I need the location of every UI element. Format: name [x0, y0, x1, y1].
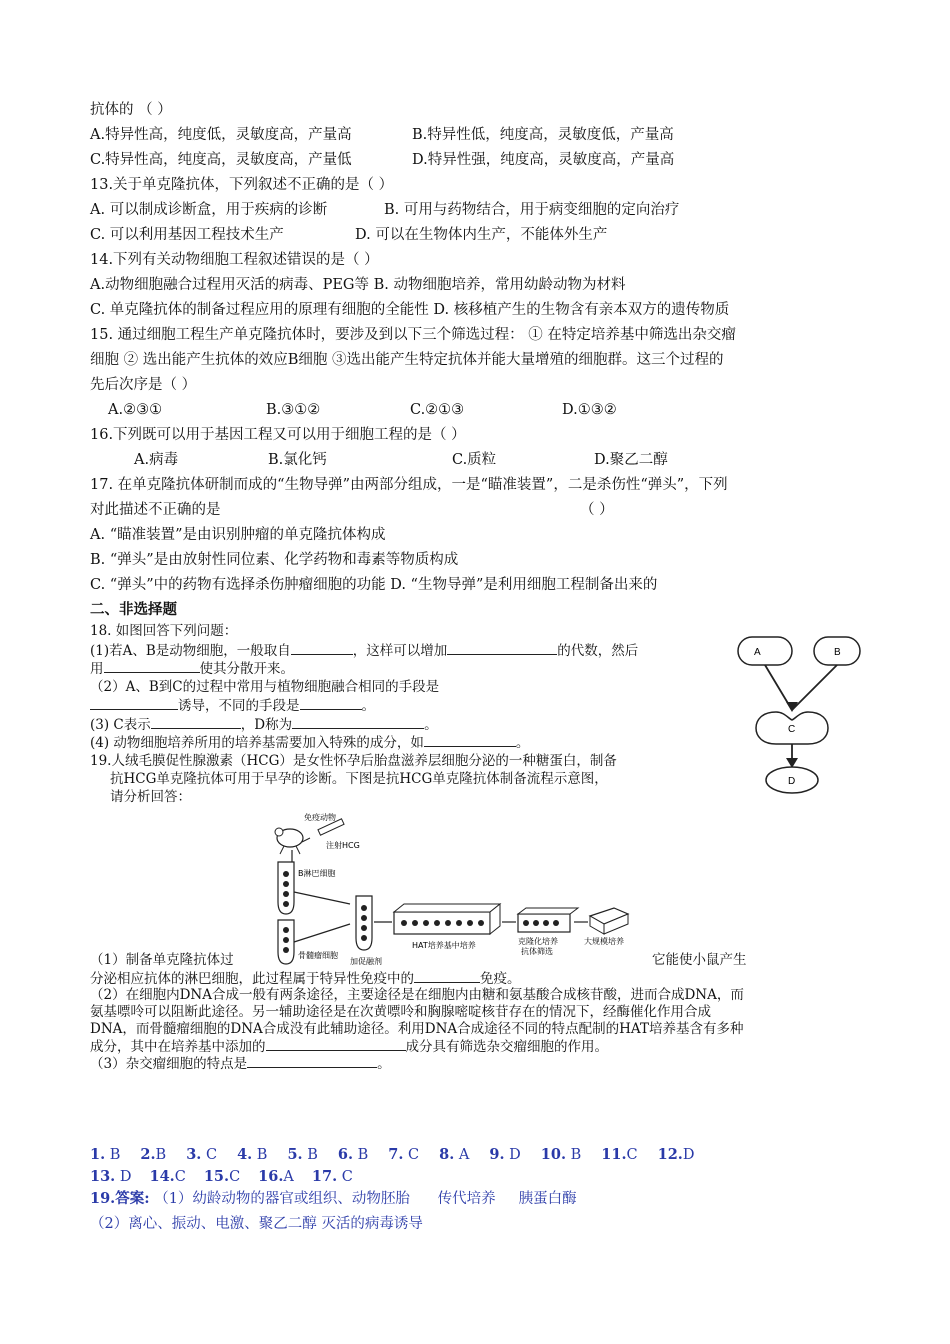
q12-tail: 抗体的 （ ）	[90, 102, 172, 118]
svg-text:B淋巴细胞: B淋巴细胞	[298, 869, 336, 878]
answer-number: 6.	[337, 1146, 354, 1163]
q14-options-ab: A.动物细胞融合过程用灭活的病毒、PEG等 B. 动物细胞培养，常用幼龄动物为材料	[90, 277, 626, 293]
answer-choice: B	[566, 1147, 582, 1163]
q17-option-b: B. “弹头”是由放射性同位素、化学药物和毒素等物质构成	[90, 552, 459, 568]
q17-stem-line1: 17. 在单克隆抗体研制而成的“生物导弹”由两部分组成，一是“瞄准装置”，二是杀伤性“弹头”，下列	[90, 477, 728, 493]
svg-text:免疫动物: 免疫动物	[304, 813, 336, 822]
q15-option-b: B.③①②	[266, 402, 321, 418]
hat-plate	[394, 912, 490, 934]
q18-part1-line1: (1)若A、B是动物细胞，一般取自 ，这样可以增加 的代数，然后	[90, 640, 638, 661]
q12-option-a: A.特异性高，纯度低，灵敏度高，产量高	[90, 127, 352, 143]
q17-paren: （ ）	[580, 502, 614, 518]
q14-options-cd: C. 单克隆抗体的制备过程应用的原理有细胞的全能性 D. 核移植产生的生物含有亲本双方的遗传物质	[90, 302, 730, 318]
answer-number: 11.	[601, 1146, 627, 1163]
answer-number: 10.	[540, 1146, 566, 1163]
q12-option-b: B.特异性低，纯度高，灵敏度低，产量高	[412, 127, 674, 143]
answer-choice: B	[155, 1147, 167, 1163]
answer-choice: B	[353, 1147, 369, 1163]
q15-option-d: D.①③②	[562, 402, 617, 418]
q14-stem: 14.下列有关动物细胞工程叙述错误的是（ ）	[90, 252, 379, 268]
answer-choice: B	[252, 1147, 268, 1163]
label-d: D	[788, 776, 796, 787]
q19-part2-line4: 成分，其中在培养基中添加的 成分具有筛选杂交瘤细胞的作用。	[90, 1036, 608, 1057]
svg-text:骨髓瘤细胞: 骨髓瘤细胞	[298, 951, 338, 960]
q19-stem-line1: 19.人绒毛膜促性腺激素（HCG）是女性怀孕后胎盘滋养层细胞分泌的一种糖蛋白，制备	[90, 753, 617, 769]
q17-stem-line2: 对此描述不正确的是	[90, 502, 221, 518]
answer-number: 13.	[90, 1168, 116, 1185]
q16-option-b: B.氯化钙	[268, 452, 327, 468]
q13-option-c: C. 可以利用基因工程技术生产	[90, 227, 284, 243]
q18-part4: (4) 动物细胞培养所用的培养基需要加入特殊的成分，如 。	[90, 732, 529, 753]
answer-number: 1.	[90, 1146, 106, 1163]
q18-part1-line2: 用 使其分散开来。	[90, 658, 294, 679]
q19-part1-line1: （1）制备单克隆抗体过	[90, 952, 234, 968]
answer-choice: A	[454, 1147, 470, 1163]
fusion-tube	[356, 896, 372, 950]
label-a: A	[754, 647, 761, 658]
answer-choice: D	[504, 1147, 521, 1163]
answer-number: 7.	[388, 1146, 404, 1163]
q16-option-c: C.质粒	[452, 452, 497, 468]
section-heading: 二、非选择题	[90, 601, 177, 618]
q15-stem-line1: 15. 通过细胞工程生产单克隆抗体时，要涉及到以下三个筛选过程： ① 在特定培养基中筛选出杂交瘤	[90, 327, 736, 343]
q13-stem: 13.关于单克隆抗体，下列叙述不正确的是（ ）	[90, 177, 394, 193]
answer-choice: C	[174, 1169, 186, 1185]
answer-choice: C	[626, 1147, 638, 1163]
answer-choice: A	[283, 1169, 294, 1185]
q17-options-cd: C. “弹头”中的药物有选择杀伤肿瘤细胞的功能 D. “生物导弹”是利用细胞工程制备出来的	[90, 577, 658, 593]
answer19-line1: 19.答案: （1）幼龄动物的器官或组织、动物胚胎 传代培养 胰蛋白酶	[90, 1190, 577, 1207]
answer-choice: B	[302, 1147, 318, 1163]
answer-number: 15.	[203, 1168, 230, 1185]
q12-option-c: C.特异性高，纯度高，灵敏度高，产量低	[90, 152, 352, 168]
cell-fusion-diagram	[734, 634, 864, 794]
answer-number: 14.	[149, 1168, 175, 1185]
q18-part2-line1: （2）A、B到C的过程中常用与植物细胞融合相同的手段是	[90, 679, 440, 695]
answer-choice: C	[403, 1147, 420, 1163]
svg-text:注射HCG: 注射HCG	[326, 841, 360, 850]
cell-a-shape	[738, 637, 792, 665]
answer-number: 5.	[287, 1146, 303, 1163]
answer-number: 8.	[439, 1146, 455, 1163]
q19-part1-line1-end: 它能使小鼠产生	[652, 952, 747, 968]
q19-part1-line2: 分泌相应抗体的淋巴细胞，此过程属于特异性免疫中的 免疫。	[90, 968, 521, 989]
answer-number: 3.	[186, 1146, 202, 1163]
svg-text:大规模培养: 大规模培养	[584, 937, 624, 946]
q15-option-a: A.②③①	[108, 402, 163, 418]
q15-option-c: C.②①③	[410, 402, 465, 418]
answers-line2	[90, 1167, 353, 1187]
q15-stem-line2: 细胞 ② 选出能产生抗体的效应B细胞 ③选出能产生特定抗体并能大量增殖的细胞群。这三个过程的	[90, 352, 724, 368]
answer-number: 17.	[311, 1168, 338, 1185]
svg-text:抗体筛选: 抗体筛选	[521, 947, 553, 956]
answer-choice: C	[337, 1169, 353, 1185]
label-b: B	[834, 647, 841, 658]
answer-choice: B	[105, 1147, 121, 1163]
q16-option-a: A.病毒	[134, 452, 179, 468]
answer-number: 12.	[657, 1146, 683, 1163]
q19-stem-line3: 请分析回答：	[110, 789, 191, 805]
q19-part2-line3: DNA，而骨髓瘤细胞的DNA合成没有此辅助途径。利用DNA合成途径不同的特点配制的HAT培养基含有多种	[90, 1021, 744, 1037]
q13-option-b: B. 可用与药物结合，用于病变细胞的定向治疗	[384, 202, 680, 218]
answer19-line2: （2）离心、振动、电激、聚乙二醇 灭活的病毒诱导	[90, 1216, 423, 1232]
answers-line1	[90, 1145, 694, 1165]
svg-text:HAT培养基中培养: HAT培养基中培养	[412, 941, 476, 950]
q17-option-a: A. “瞄准装置”是由识别肿瘤的单克隆抗体构成	[90, 527, 386, 543]
q19-part2-line2: 氨基嘌呤可以阻断此途径。另一辅助途径是在次黄嘌呤和胸腺嘧啶核苷存在的情况下，经酶催化作用合成	[90, 1004, 711, 1020]
answer19-head: 19.答案:	[90, 1190, 150, 1207]
svg-text:克隆化培养: 克隆化培养	[518, 937, 558, 946]
label-c: C	[788, 724, 796, 735]
q12-option-d: D.特异性强，纯度高，灵敏度高，产量高	[412, 152, 675, 168]
answer-choice: D	[115, 1169, 132, 1185]
answer-choice: C	[201, 1147, 218, 1163]
q18-title: 18. 如图回答下列问题：	[90, 623, 238, 639]
q18-part2-line2: 诱导，不同的手段是 。	[90, 695, 375, 716]
q18-part3: (3) C表示 ，D称为 。	[90, 714, 438, 735]
answer-number: 4.	[237, 1146, 253, 1163]
q13-option-a: A. 可以制成诊断盒，用于疾病的诊断	[90, 202, 328, 218]
q19-part3: （3）杂交瘤细胞的特点是 。	[90, 1053, 391, 1074]
svg-text:加促融剂: 加促融剂	[350, 957, 382, 966]
answer-choice: C	[229, 1169, 241, 1185]
q19-part2-line1: （2）在细胞内DNA合成一般有两条途径，主要途径是在细胞内由糖和氨基酸合成核苷酸，进而合成DNA，而	[90, 987, 744, 1003]
answer-number: 16.	[258, 1168, 284, 1185]
q15-stem-line3: 先后次序是（ ）	[90, 377, 197, 393]
q16-option-d: D.聚乙二醇	[594, 452, 668, 468]
answer-number: 2.	[140, 1146, 156, 1163]
answer-number: 9.	[489, 1146, 505, 1163]
q13-option-d: D. 可以在生物体内生产，不能体外生产	[355, 227, 608, 243]
q19-stem-line2: 抗HCG单克隆抗体可用于早孕的诊断。下图是抗HCG单克隆抗体制备流程示意图，	[110, 771, 608, 787]
answer-choice: D	[682, 1147, 695, 1163]
q16-stem: 16.下列既可以用于基因工程又可以用于细胞工程的是（ ）	[90, 427, 466, 443]
hcg-antibody-flow-diagram	[262, 812, 642, 972]
